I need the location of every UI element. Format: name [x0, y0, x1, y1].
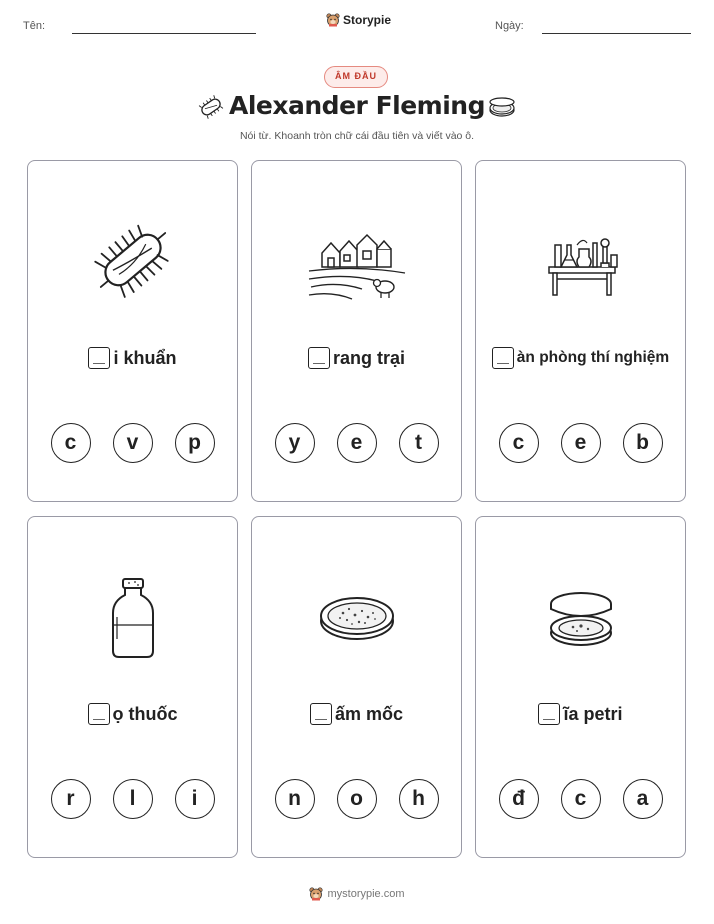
date-line[interactable]	[542, 33, 691, 34]
date-label: Ngày:	[495, 20, 524, 32]
petri-dish-icon	[487, 92, 517, 122]
card-5	[251, 516, 462, 858]
letter-choice[interactable]: h	[399, 779, 439, 819]
word-text: rang trại	[332, 347, 406, 368]
word-text: ấm mốc	[334, 703, 404, 724]
word-prompt	[476, 703, 685, 725]
letter-choice[interactable]: r	[51, 779, 91, 819]
word-prompt	[28, 347, 237, 369]
mold-dish-icon	[307, 571, 407, 661]
card-3	[475, 160, 686, 502]
letter-choice[interactable]: v	[113, 423, 153, 463]
laboratory-icon	[531, 215, 631, 305]
word-prompt	[252, 347, 461, 369]
category-tag: ÂM ĐẦU	[324, 66, 388, 88]
letter-choice[interactable]: o	[337, 779, 377, 819]
answer-box[interactable]	[88, 347, 110, 369]
letter-choice[interactable]: p	[175, 423, 215, 463]
letter-choices	[252, 779, 461, 819]
answer-box[interactable]	[88, 703, 110, 725]
answer-box[interactable]	[310, 703, 332, 725]
word-text: ĩa petri	[563, 703, 623, 724]
card-2	[251, 160, 462, 502]
word-prompt	[252, 703, 461, 725]
letter-choice[interactable]: e	[561, 423, 601, 463]
instructions: Nói từ. Khoanh tròn chữ cái đầu tiên và viết vào ô.	[239, 130, 475, 142]
letter-choice[interactable]: y	[275, 423, 315, 463]
letter-choices	[252, 423, 461, 463]
footer	[0, 887, 714, 901]
page-title: Alexander Fleming	[229, 91, 485, 120]
letter-choice[interactable]: b	[623, 423, 663, 463]
word-prompt	[28, 703, 237, 725]
petri-dish-icon	[531, 571, 631, 661]
letter-choice[interactable]: t	[399, 423, 439, 463]
medicine-bottle-icon	[83, 571, 183, 661]
letter-choice[interactable]: c	[499, 423, 539, 463]
letter-choices	[476, 423, 685, 463]
card-6	[475, 516, 686, 858]
bacteria-icon	[83, 215, 183, 305]
card-4	[27, 516, 238, 858]
name-label: Tên:	[23, 20, 46, 32]
word-text: i khuẩn	[113, 347, 177, 368]
letter-choice[interactable]: c	[51, 423, 91, 463]
letter-choices	[28, 779, 237, 819]
card-1	[27, 160, 238, 502]
letter-choices	[28, 423, 237, 463]
word-text: ọ thuốc	[112, 703, 178, 724]
answer-box[interactable]	[492, 347, 514, 369]
answer-box[interactable]	[538, 703, 560, 725]
letter-choice[interactable]: e	[337, 423, 377, 463]
letter-choice[interactable]: i	[175, 779, 215, 819]
letter-choice[interactable]: a	[623, 779, 663, 819]
farm-icon	[307, 215, 407, 305]
letter-choice[interactable]: c	[561, 779, 601, 819]
brand-name: Storypie	[343, 13, 392, 27]
word-prompt	[476, 347, 685, 369]
word-text: àn phòng thí nghiệm	[516, 349, 670, 366]
answer-box[interactable]	[308, 347, 330, 369]
letter-choice[interactable]: n	[275, 779, 315, 819]
footer-url[interactable]: mystorypie.com	[327, 888, 405, 900]
brand-logo	[326, 13, 391, 27]
letter-choice[interactable]: l	[113, 779, 153, 819]
letter-choice[interactable]: đ	[499, 779, 539, 819]
letter-choices	[476, 779, 685, 819]
name-line[interactable]	[72, 33, 256, 34]
bear-icon	[326, 13, 340, 27]
bear-icon	[309, 887, 323, 901]
